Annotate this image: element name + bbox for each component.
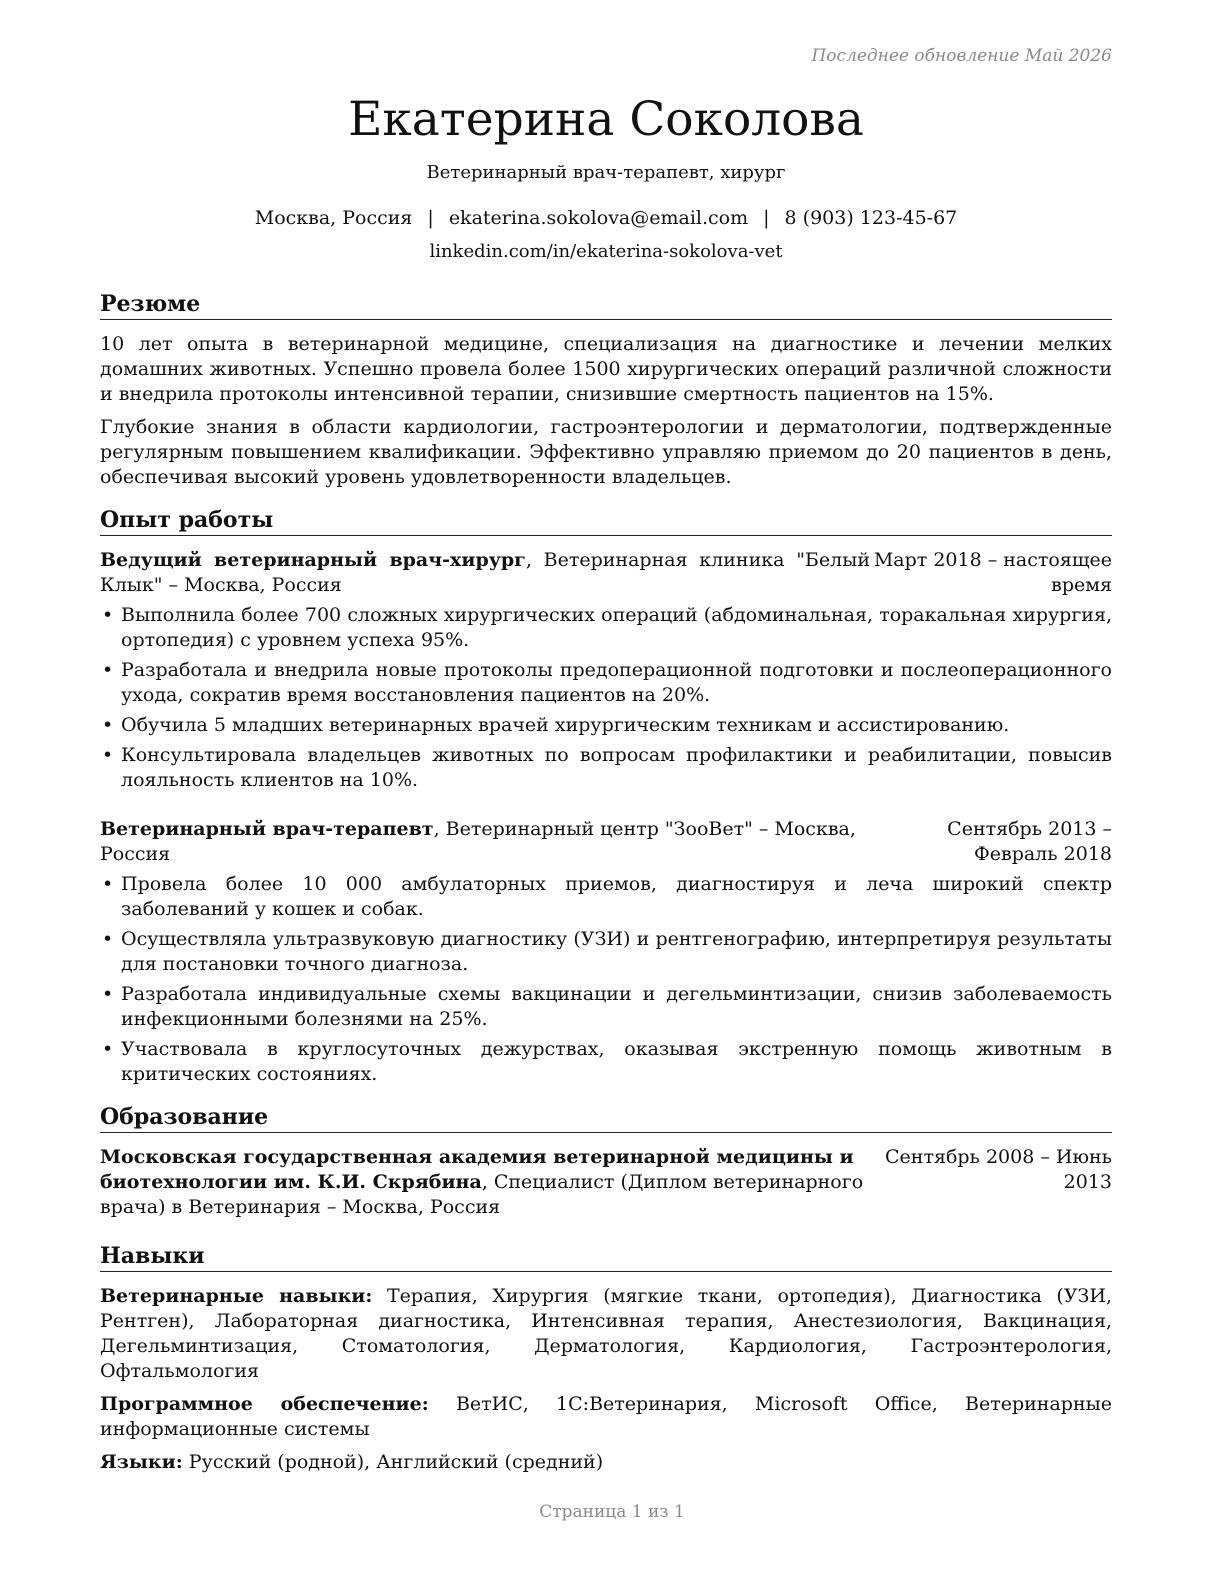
section-title-experience: Опыт работы	[100, 506, 1112, 536]
skill-value: Терапия, Хирургия (мягкие ткани, ортопедия), Диагностика (УЗИ, Рентген), Лабораторная диагностика, Интенсивная терапия, Анестезиология, Вакцинация, Дегельминтизация, Стоматология, Дерматология, Кардиология, Гастроэнтерология, Офтальмология	[100, 1285, 1112, 1382]
list-item: • Обучила 5 младших ветеринарных врачей хирургическим техникам и ассистированию.	[100, 713, 1112, 738]
list-item: • Консультировала владельцев животных по вопросам профилактики и реабилитации, повысив лояльность клиентов на 10%.	[100, 743, 1112, 793]
job-entry	[100, 817, 1112, 1087]
skill-row	[100, 1392, 1112, 1442]
section-title-summary: Резюме	[100, 290, 1112, 320]
job-entry	[100, 548, 1112, 793]
skill-row	[100, 1450, 1112, 1475]
summary-paragraph: Глубокие знания в области кардиологии, гастроэнтерологии и дерматологии, подтвержденные регулярным повышением квалификации. Эффективно управляю приемом до 20 пациентов в день, обеспечивая высокий уровень удовлетворенности владельцев.	[100, 416, 1112, 488]
skill-label: Языки:	[100, 1451, 183, 1473]
job-org: , Ветеринарная клиника "Белый Клык" – Москва, Россия	[100, 549, 870, 596]
last-updated: Последнее обновление Май 2026	[811, 46, 1112, 66]
list-item: • Разработала и внедрила новые протоколы предоперационной подготовки и послеоперационного ухода, сократив время восстановления пациентов на 20%.	[100, 658, 1112, 708]
list-item: • Разработала индивидуальные схемы вакцинации и дегельминтизации, снизив заболеваемость инфекционными болезнями на 25%.	[100, 982, 1112, 1032]
contact-line	[100, 206, 1112, 231]
location: Москва, Россия	[254, 207, 413, 229]
job-org: , Ветеринарный центр "ЗооВет" – Москва, Россия	[100, 818, 856, 865]
section-title-education: Образование	[100, 1103, 1112, 1133]
linkedin-link[interactable]: linkedin.com/in/ekaterina-sokolova-vet	[429, 241, 783, 262]
list-item: • Провела более 10 000 амбулаторных приемов, диагностируя и леча широкий спектр заболеваний у кошек и собак.	[100, 872, 1112, 922]
candidate-title: Ветеринарный врач-терапевт, хирург	[426, 162, 786, 183]
job-role: Ветеринарный врач-терапевт	[100, 818, 434, 840]
job-header	[100, 548, 1112, 598]
list-item: • Участвовала в круглосуточных дежурствах, оказывая экстренную помощь животным в критических состояниях.	[100, 1037, 1112, 1087]
job-bullets	[100, 603, 1112, 793]
list-item: • Выполнила более 700 сложных хирургических операций (абдоминальная, торакальная хирургия, ортопедия) с уровнем успеха 95%.	[100, 603, 1112, 653]
skill-value: Русский (родной), Английский (средний)	[182, 1451, 604, 1473]
page-number: Страница 1 из 1	[539, 1502, 685, 1522]
education-dates: Сентябрь 2008 – Июнь 2013	[885, 1146, 1112, 1193]
education-details: , Специалист (Диплом ветеринарного врача) в Ветеринария – Москва, Россия	[100, 1171, 864, 1218]
candidate-name: Екатерина Соколова	[348, 92, 864, 147]
job-bullets	[100, 872, 1112, 1087]
skill-label: Ветеринарные навыки:	[100, 1285, 373, 1307]
skill-value: ВетИС, 1С:Ветеринария, Microsoft Office, Ветеринарные информационные системы	[100, 1393, 1112, 1440]
skill-row	[100, 1284, 1112, 1384]
education-institution: Московская государственная академия ветеринарной медицины и биотехнологии им. К.И. Скрябина	[100, 1146, 854, 1193]
education-entry	[100, 1145, 1112, 1220]
job-header	[100, 817, 1112, 867]
separator: |	[427, 207, 434, 229]
section-title-skills: Навыки	[100, 1242, 1112, 1272]
separator: |	[763, 207, 770, 229]
job-role: Ведущий ветеринарный врач-хирург	[100, 549, 526, 571]
phone: 8 (903) 123-45-67	[784, 207, 958, 229]
list-item: • Осуществляла ультразвуковую диагностику (УЗИ) и рентгенографию, интерпретируя результаты для постановки точного диагноза.	[100, 927, 1112, 977]
email-link[interactable]: ekaterina.sokolova@email.com	[448, 207, 749, 229]
job-dates: Сентябрь 2013 – Февраль 2018	[947, 818, 1112, 865]
job-dates: Март 2018 – настоящее время	[873, 549, 1112, 596]
resume-page	[100, 0, 1112, 1483]
summary-paragraph: 10 лет опыта в ветеринарной медицине, специализация на диагностике и лечении мелких домашних животных. Успешно провела более 1500 хирургических операций различной сложности и внедрила протоколы интенсивной терапии, снизившие смертность пациентов на 15%.	[100, 333, 1112, 405]
skill-label: Программное обеспечение:	[100, 1393, 429, 1415]
